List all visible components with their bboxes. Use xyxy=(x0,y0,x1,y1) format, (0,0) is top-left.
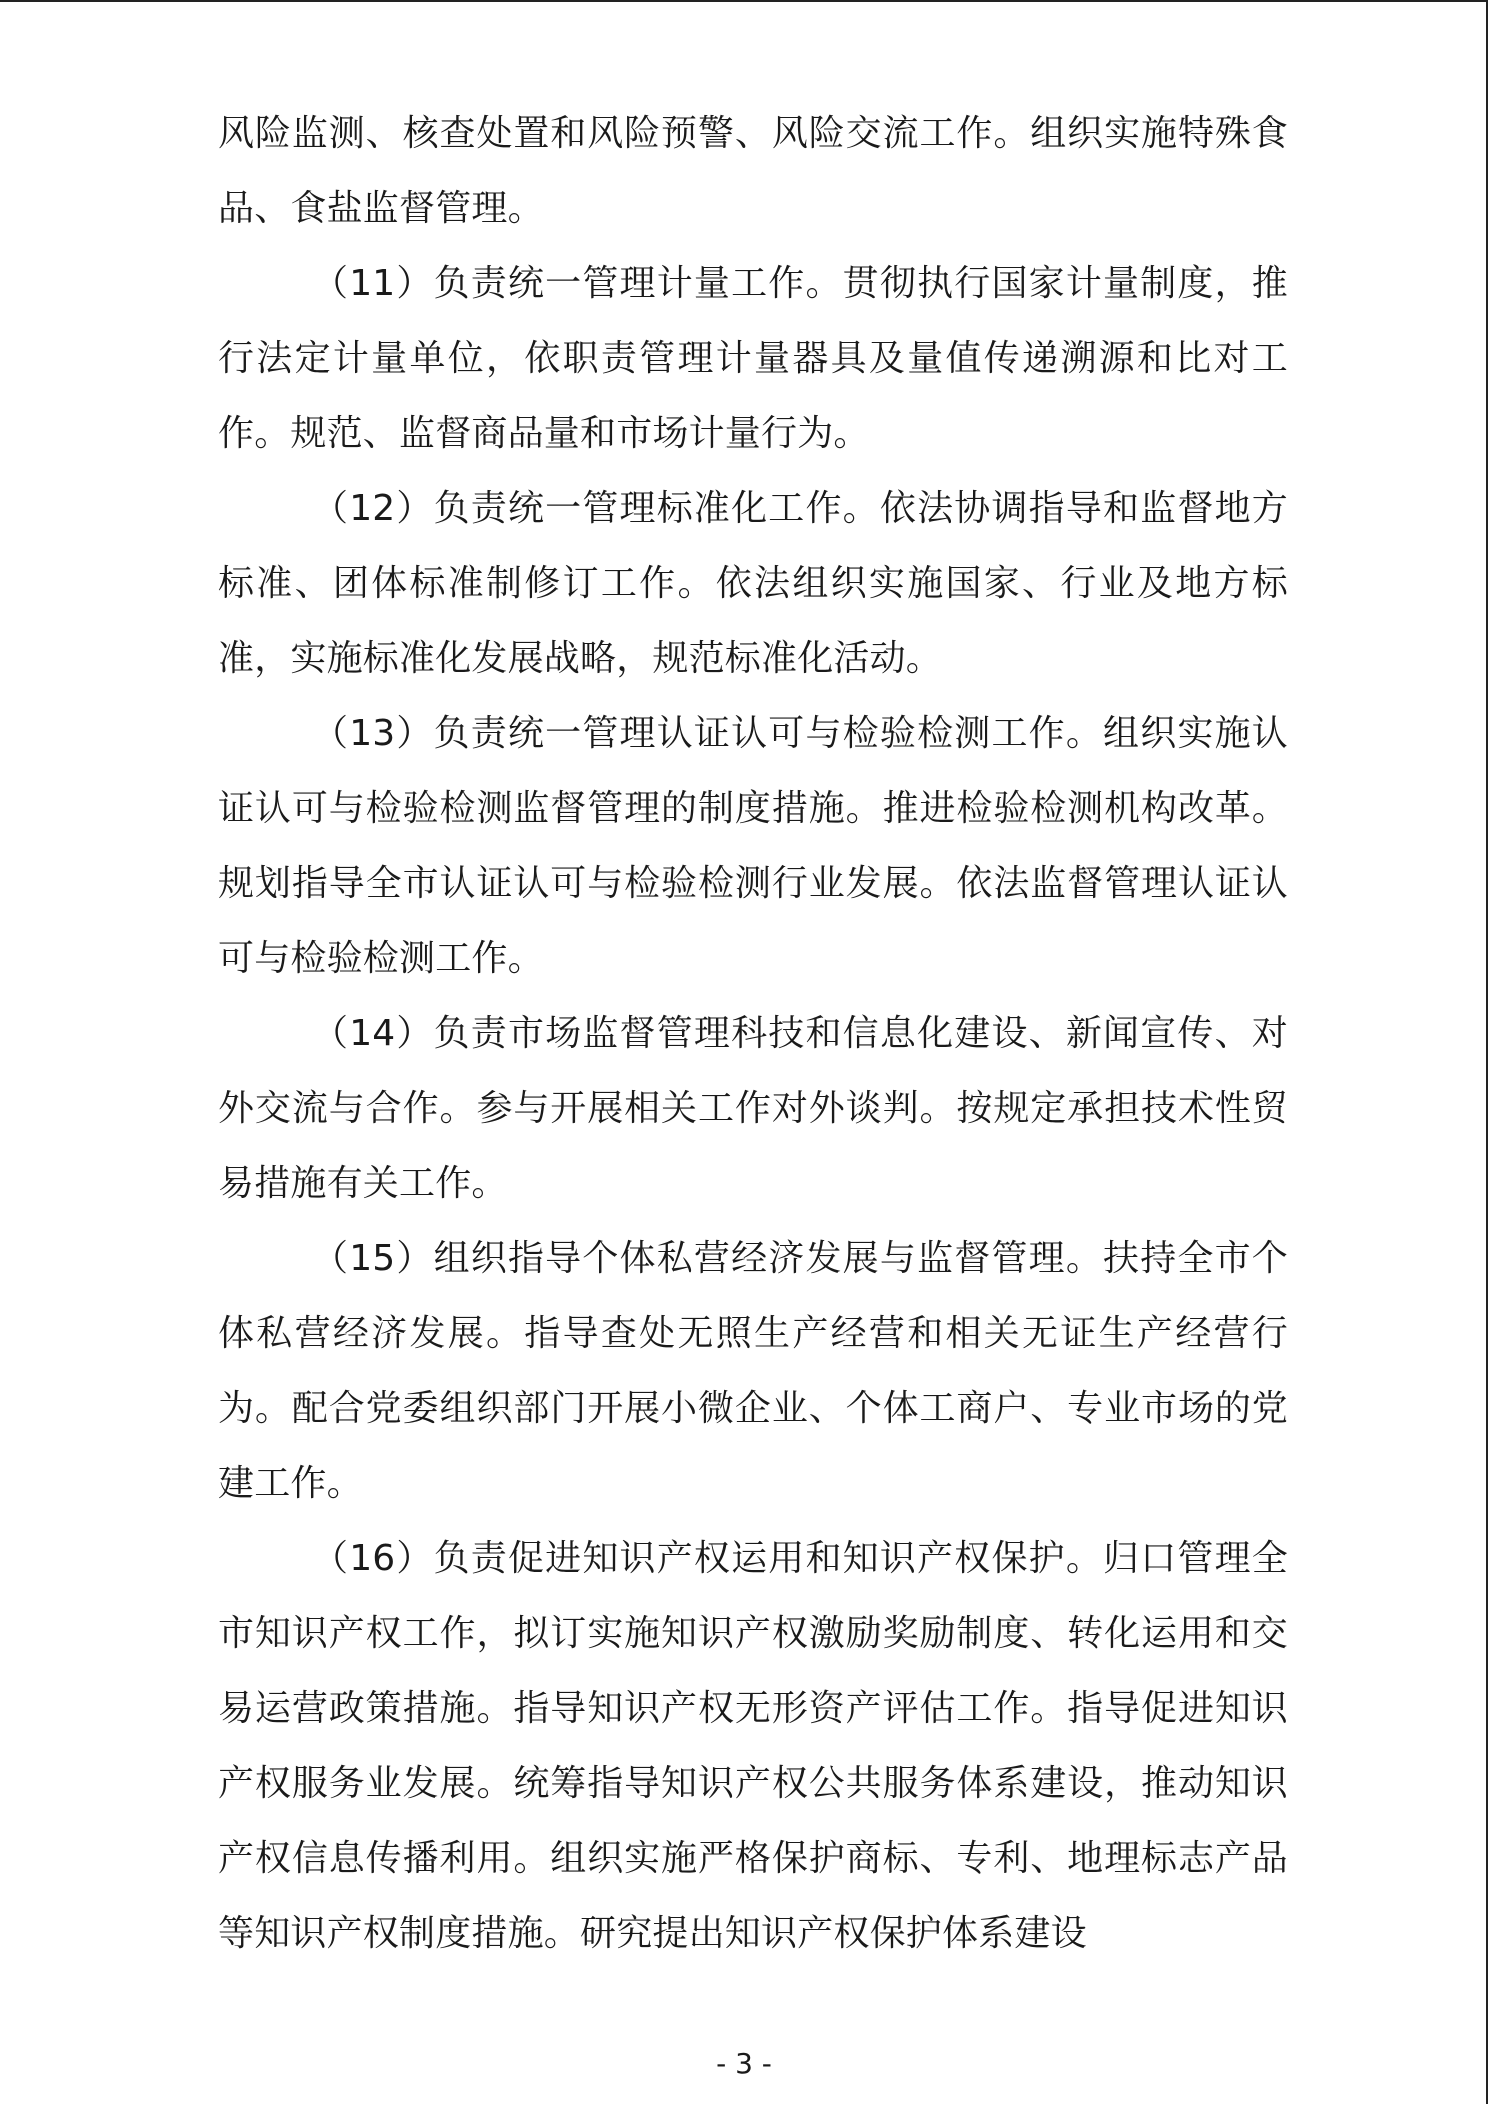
paragraph-item-14: （14）负责市场监督管理科技和信息化建设、新闻宣传、对外交流与合作。参与开展相关工作对外谈判。按规定承担技术性贸易措施有关工作。 xyxy=(218,1013,1288,1204)
paragraph-item-13: （13）负责统一管理认证认可与检验检测工作。组织实施认证认可与检验检测监督管理的制度措施。推进检验检测机构改革。规划指导全市认证认可与检验检测行业发展。依法监督管理认证认可与检验检测工作。 xyxy=(218,713,1288,979)
paragraph-continuation: 风险监测、核查处置和风险预警、风险交流工作。组织实施特殊食品、食盐监督管理。 xyxy=(218,113,1288,229)
top-border-line xyxy=(0,0,1488,2)
document-body xyxy=(218,96,1288,1971)
paragraph-item-12: （12）负责统一管理标准化工作。依法协调指导和监督地方标准、团体标准制修订工作。依法组织实施国家、行业及地方标准，实施标准化发展战略，规范标准化活动。 xyxy=(218,488,1288,679)
page-number: - 3 - xyxy=(716,2047,772,2080)
paragraph-item-11: （11）负责统一管理计量工作。贯彻执行国家计量制度，推行法定计量单位，依职责管理计量器具及量值传递溯源和比对工作。规范、监督商品量和市场计量行为。 xyxy=(218,263,1288,454)
paragraph-item-15: （15）组织指导个体私营经济发展与监督管理。扶持全市个体私营经济发展。指导查处无照生产经营和相关无证生产经营行为。配合党委组织部门开展小微企业、个体工商户、专业市场的党建工作。 xyxy=(218,1238,1288,1504)
paragraph-item-16: （16）负责促进知识产权运用和知识产权保护。归口管理全市知识产权工作，拟订实施知识产权激励奖励制度、转化运用和交易运营政策措施。指导知识产权无形资产评估工作。指导促进知识产权服务业发展。统筹指导知识产权公共服务体系建设，推动知识产权信息传播利用。组织实施严格保护商标、专利、地理标志产品等知识产权制度措施。研究提出知识产权保护体系建设 xyxy=(218,1538,1288,1954)
